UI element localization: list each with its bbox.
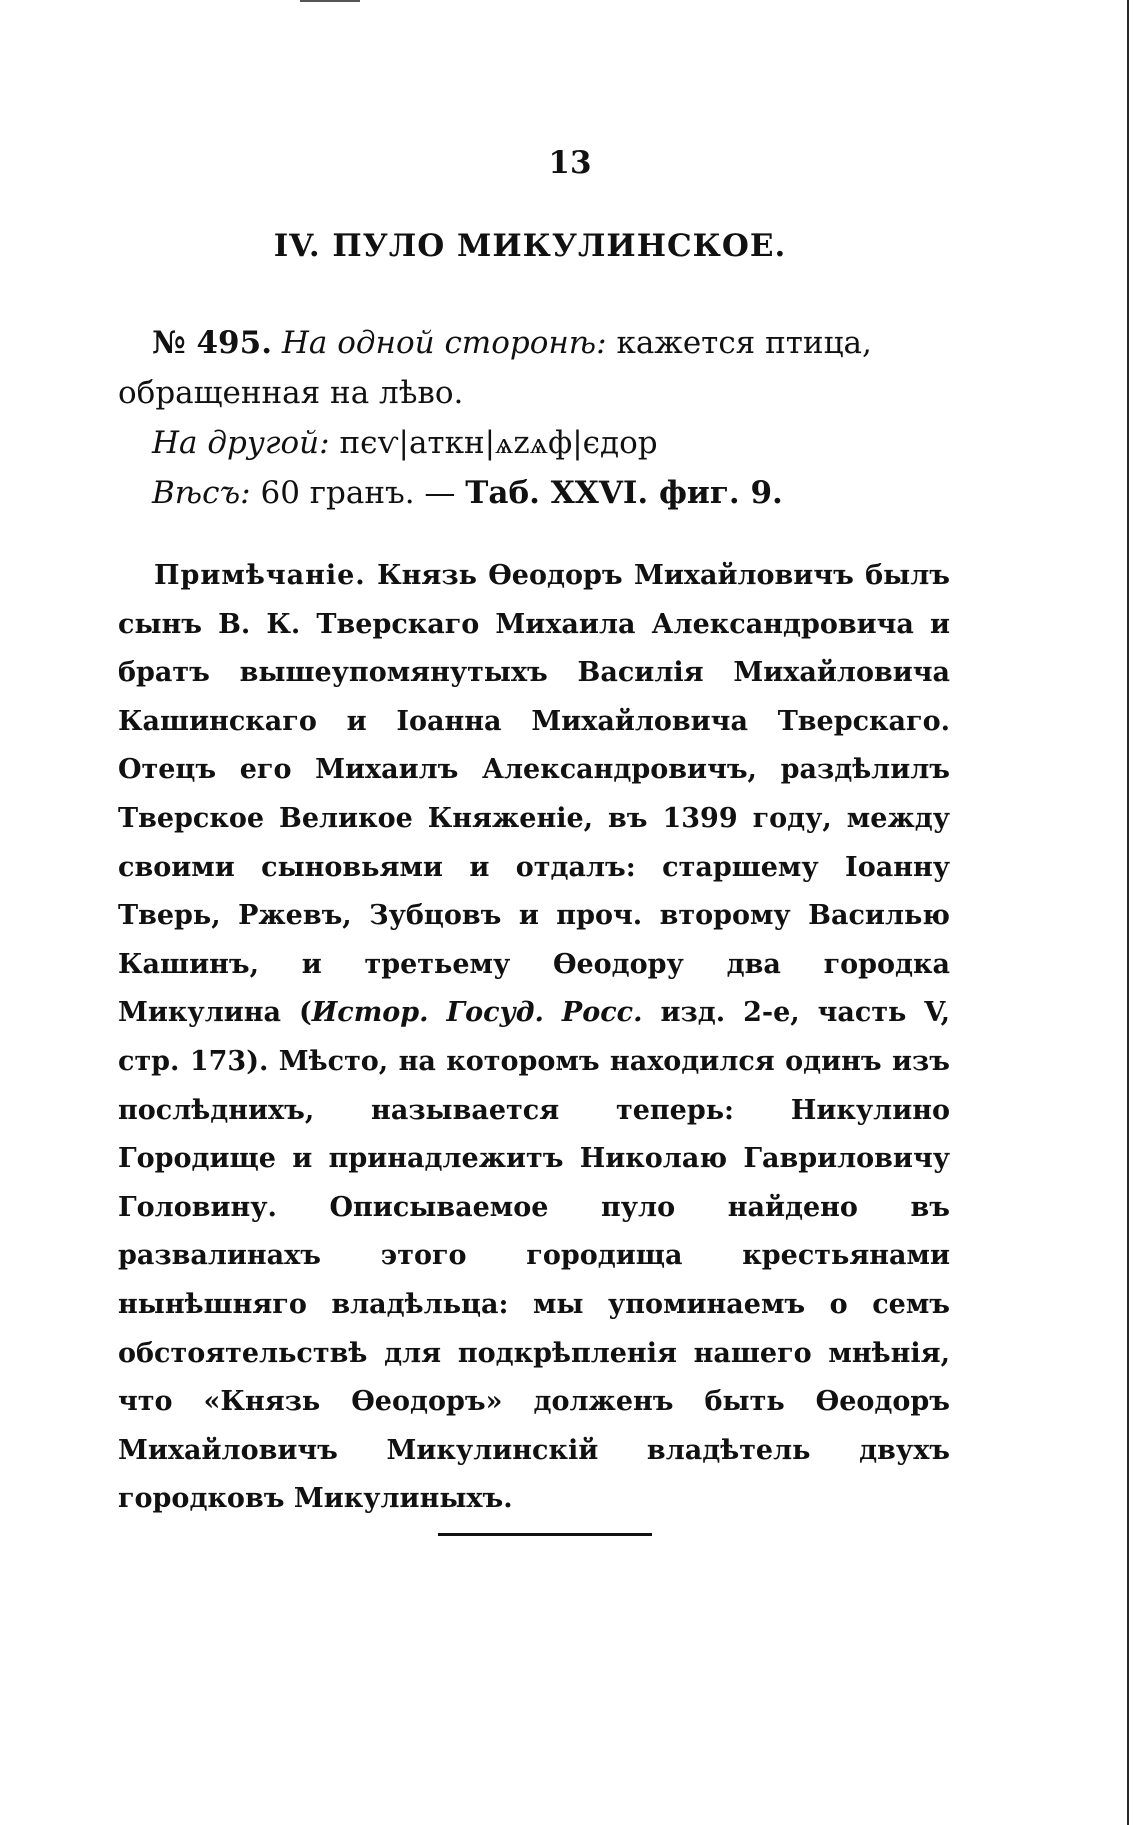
note-text bbox=[118, 552, 950, 1524]
weight-text: 60 гранъ. — bbox=[260, 475, 456, 511]
section-end-rule bbox=[438, 1533, 652, 1536]
page-number: 13 bbox=[548, 145, 592, 181]
obverse-label: На одной сторонѣ: bbox=[281, 325, 607, 361]
reverse-line bbox=[118, 418, 950, 468]
obverse-text: кажется птица, обращенная на лѣво. bbox=[118, 325, 872, 411]
obverse-line bbox=[118, 318, 950, 418]
section-title: IV. ПУЛО МИКУЛИНСКОЕ. bbox=[273, 228, 787, 264]
reverse-label: На другой: bbox=[152, 425, 330, 461]
table-reference: Таб. XXVI. фиг. 9. bbox=[465, 475, 783, 511]
coin-entry bbox=[118, 318, 950, 518]
note-paragraph bbox=[118, 552, 950, 1524]
reverse-text: пєѵ|аткн|ѧzѧф|єдор bbox=[339, 425, 658, 461]
scan-edge-mark bbox=[300, 0, 360, 2]
note-body: Князь Ѳеодоръ Михайловичъ былъ сынъ В. К. Тверскаго Михаила Александровича и братъ вышеупомянутыхъ Василія Михайловича Кашинскаго и Іоанна Михайловича Тверскаго. Отецъ его Михаилъ Александровичъ, раздѣлилъ Тверское Великое Княженіе, въ 1399 году, между своими сыновьями и отдалъ: старшему Іоанну Тверь, Ржевъ, Зубцовъ и проч. второму Василью Кашинъ, и третьему Ѳеодору два городка Микулина ( bbox=[118, 560, 950, 1029]
note-label: Примѣчаніе. bbox=[154, 560, 366, 591]
note-citation: Истор. Госуд. Росс. bbox=[311, 997, 643, 1029]
note-body-continued: изд. 2-е, часть V, стр. 173). Мѣсто, на которомъ находился одинъ изъ послѣднихъ, называется теперь: Никулино Городище и принадлежитъ Николаю Гавриловичу Головину. Описываемое пуло найдено въ развалинахъ этого городища крестьянами нынѣшняго владѣльца: мы упоминаемъ о семъ обстоятельствѣ для подкрѣпленія нашего мнѣнія, что «Князь Ѳеодоръ» долженъ быть Ѳеодоръ Михайловичъ Микулинскій владѣтель двухъ городковъ Микулиныхъ. bbox=[118, 997, 950, 1515]
weight-label: Вѣсъ: bbox=[152, 475, 251, 511]
page-edge-rule bbox=[1127, 0, 1129, 1825]
entry-number: № 495. bbox=[152, 325, 272, 361]
weight-line bbox=[118, 468, 950, 518]
